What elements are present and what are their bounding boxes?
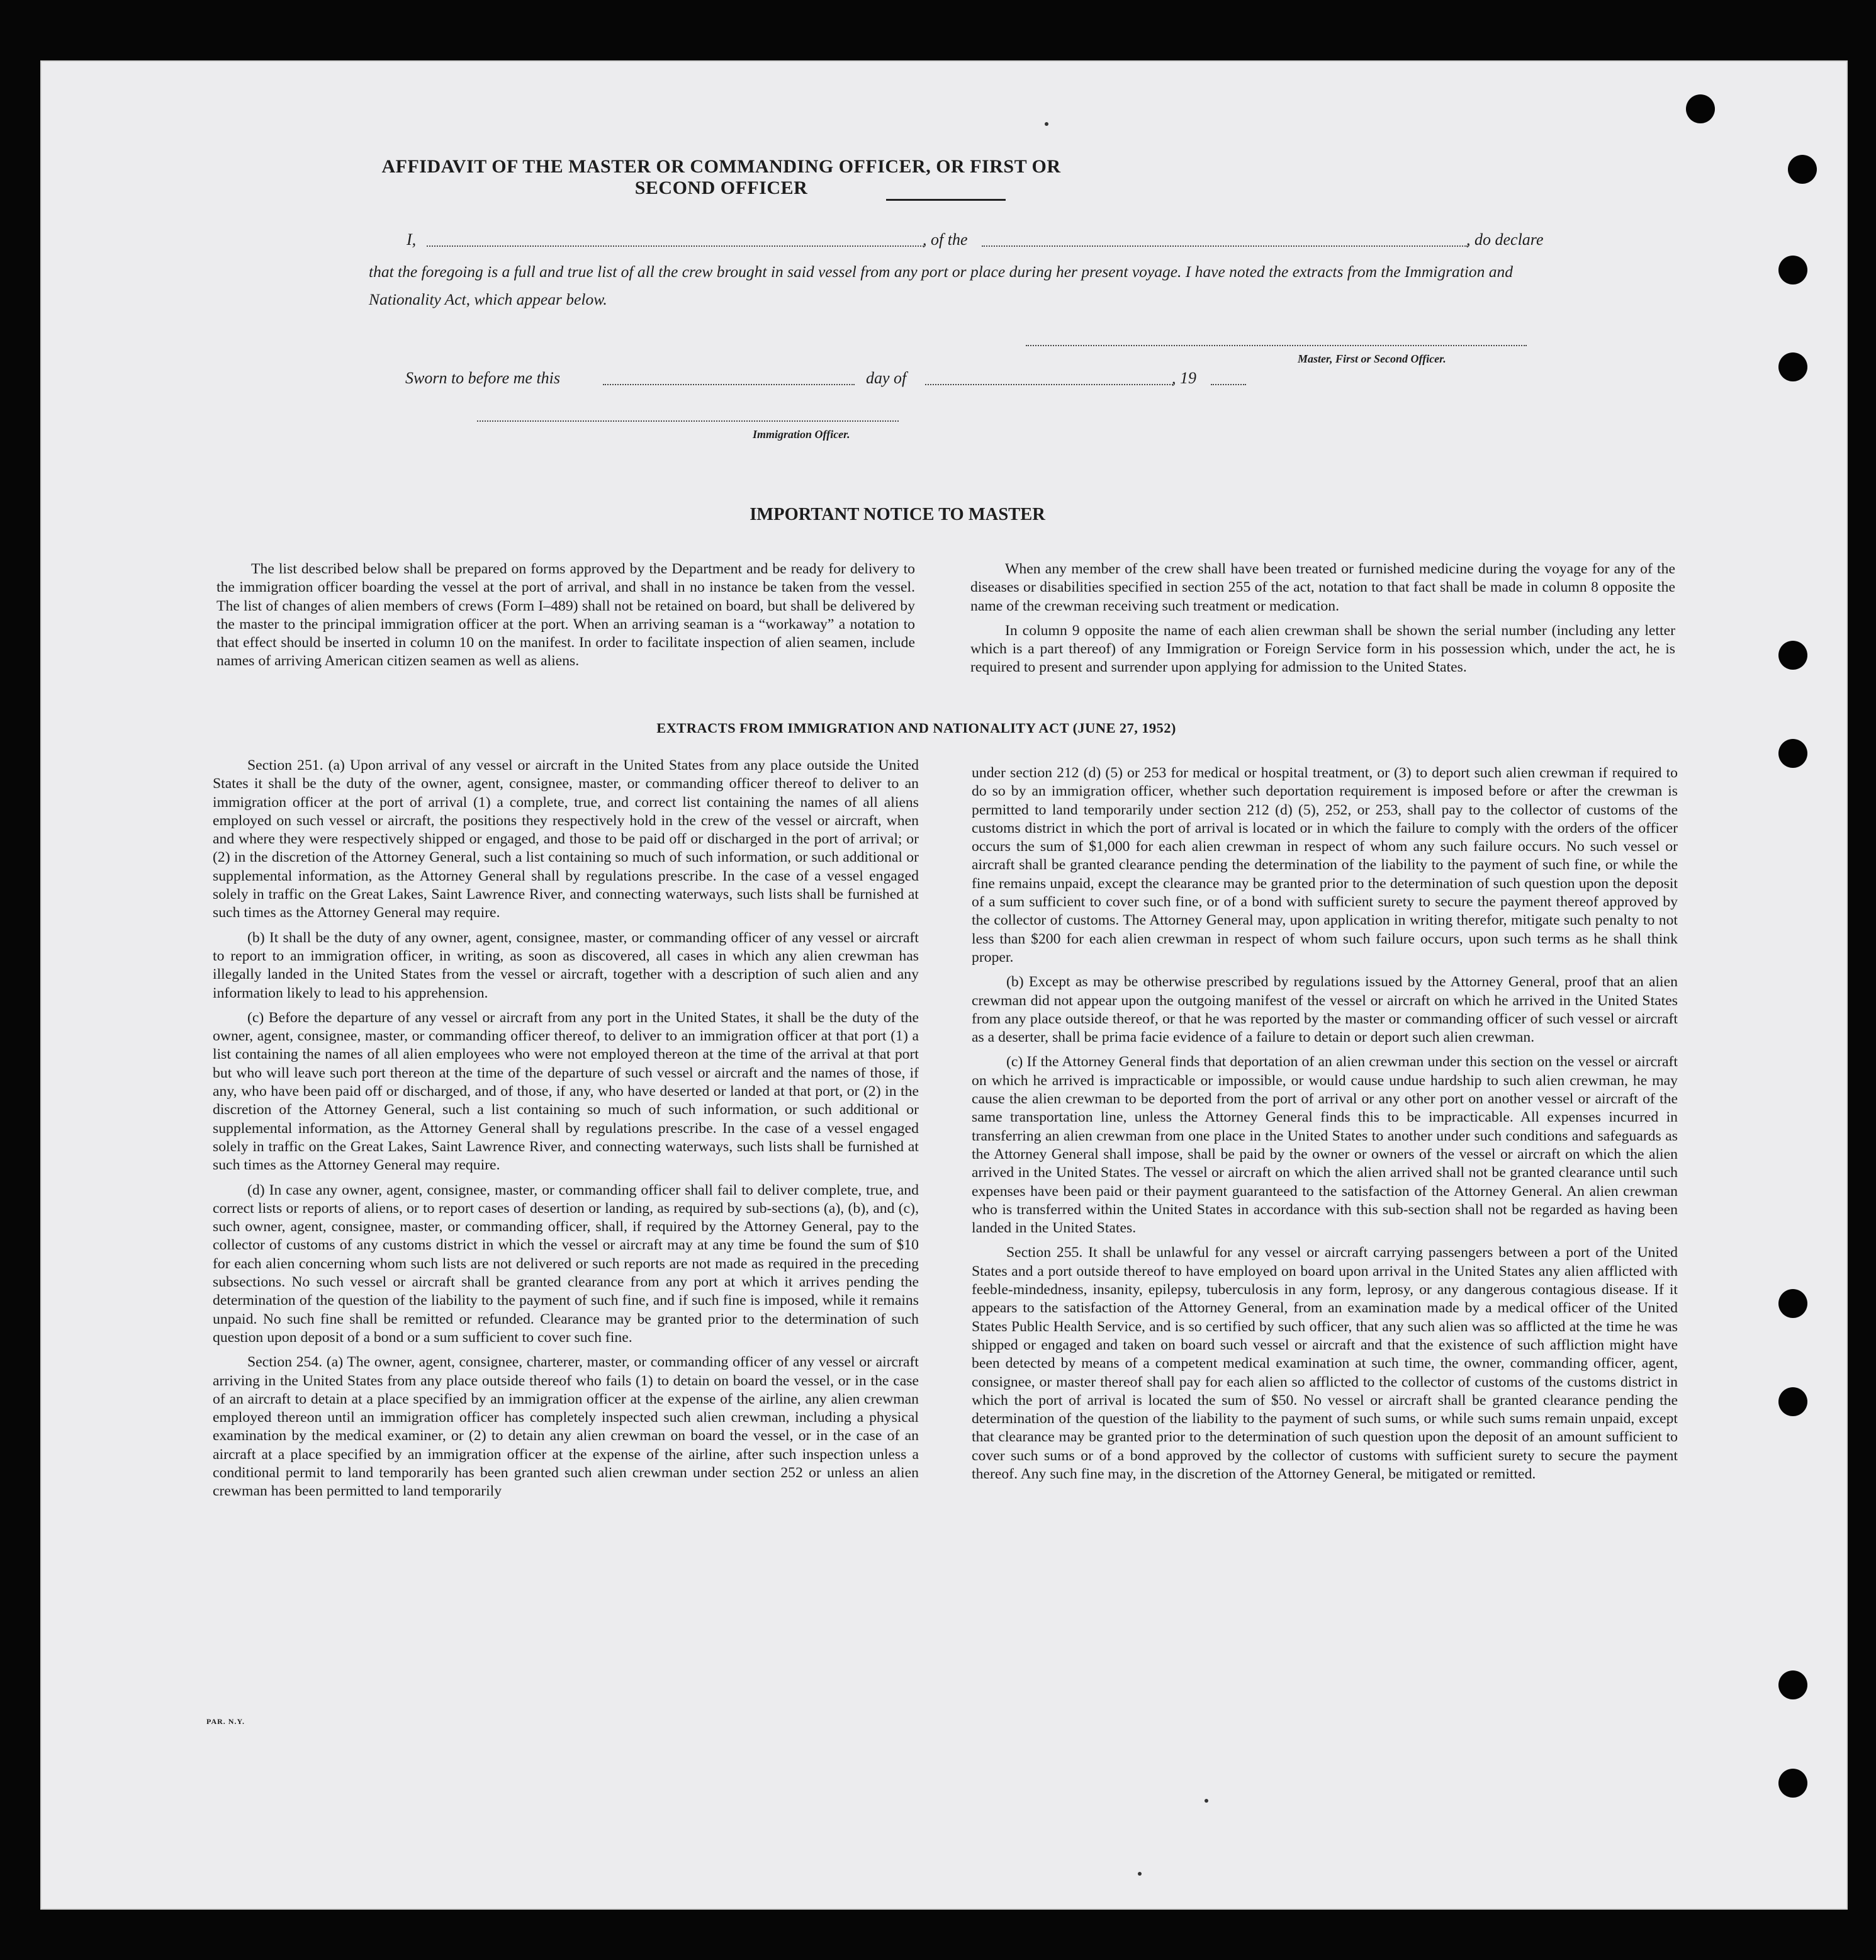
year-label: , 19 bbox=[1172, 369, 1196, 387]
title-divider bbox=[886, 199, 1006, 201]
sworn-year-field[interactable] bbox=[1211, 384, 1246, 385]
vessel-name-field[interactable] bbox=[982, 245, 1468, 247]
extract-paragraph: (b) Except as may be otherwise prescribed by regulations issued by the Attorney General, proof that an alien crewman did not appear upon the outgoing manifest of the vessel or aircraft on which he arrived in the United States from any place outside thereof, or that he was reported by the master or commanding officer of such vessel or aircraft as a deserter, shall be prima facie evidence of a failure to detain or deport such alien crewman. bbox=[972, 974, 1678, 1046]
of-the-label: , of the bbox=[923, 230, 968, 249]
master-signature-caption: Master, First or Second Officer. bbox=[1298, 352, 1446, 365]
sworn-label: Sworn to before me this bbox=[405, 369, 561, 387]
binder-hole bbox=[1778, 1670, 1807, 1699]
declarant-prefix: I, bbox=[407, 230, 417, 249]
specks bbox=[1205, 1799, 1208, 1803]
extract-paragraph: (c) Before the departure of any vessel or aircraft from any port in the United States, it shall be the duty of the owner, agent, consignee, master, or commanding officer thereof, to deliver to an immigration officer at that port (1) a list containing the names of all alien employees who were not employed thereon at the time of the arrival at that port but who will leave such port thereon at the time of the departure of such vessel or aircraft and the names of those, if any, who have been paid off or discharged, and of those, if any, who have deserted or landed at that port, or (2) in the discretion of the Attorney General, such a list containing so much of such information, or such additional or supplemental information, as the Attorney General shall by regulations prescribe. In the case of a vessel engaged solely in traffic on the Great Lakes, Saint Lawrence River, and connecting waterways, such lists shall be furnished at such times as the Attorney General may require. bbox=[213, 1009, 919, 1174]
affidavit-title: AFFIDAVIT OF THE MASTER OR COMMANDING OFFICER, OR FIRST OR SECOND OFFICER bbox=[381, 156, 1061, 198]
extract-paragraph: Section 251. (a) Upon arrival of any vessel or aircraft in the United States from any place outside the United States it shall be the duty of the owner, agent, consignee, master, or commanding officer thereof to deliver to an immigration officer at the port of arrival (1) a complete, true, and correct list containing the names of all aliens employed on such vessel or aircraft, the positions they respectively hold in the crew of the vessel or aircraft, when and where they were respectively shipped or engaged, and those to be paid off or discharged in the port of arrival; or (2) in the discretion of the Attorney General, such a list containing so much of such information, or such additional or supplemental information, as the Attorney General shall by regulations prescribe. In the case of a vessel engaged solely in traffic on the Great Lakes, Saint Lawrence River, and connecting waterways, such lists shall be furnished at such times as the Attorney General may require. bbox=[213, 757, 919, 921]
do-declare-label: , do declare bbox=[1466, 230, 1544, 249]
binder-hole bbox=[1778, 1289, 1807, 1318]
binder-hole bbox=[1778, 256, 1807, 284]
binder-hole bbox=[1778, 739, 1807, 768]
extract-paragraph: under section 212 (d) (5) or 253 for medical or hospital treatment, or (3) to deport such alien crewman if required to do so by an immigration officer, whether such deportation requirement is imposed before or after the crewman is permitted to land temporarily under section 212 (d) (5), 252, or 253, shall pay to the collector of customs of the customs district in which the port of arrival is located or in which the failure to comply with the orders of the officer occurs the sum of $1,000 for each alien crewman in respect of whom any such failure occurs. No such vessel or aircraft shall be granted clearance pending the determination of the liability to the payment of such fine, or while the fine remains unpaid, except the clearance may be granted prior to the determination of such question upon the deposit of a sum sufficient to cover such fine, or of a bond with sufficient surety to secure the payment thereof approved by the collector of customs. The Attorney General may, upon application in writing therefor, mitigate such penalty to not less than $200 for each alien crewman in respect of whom such failure occurs, upon such terms as he shall think proper. bbox=[972, 765, 1678, 966]
binder-hole bbox=[1788, 155, 1817, 184]
form-page bbox=[40, 60, 1848, 1910]
binder-hole bbox=[1778, 1387, 1807, 1416]
sworn-day-field[interactable] bbox=[603, 384, 855, 385]
notice-paragraph: In column 9 opposite the name of each alien crewman shall be shown the serial number (including any letter which is a part thereof) of any Immigration or Foreign Service form in his possession which, under the act, he is required to present and surrender upon applying for admission to the United States. bbox=[970, 622, 1675, 676]
notice-paragraph: The list described below shall be prepared on forms approved by the Department and be ready for delivery to the immigration officer boarding the vessel at the port of arrival, and shall in no instance be taken from the vessel. The list of changes of alien members of crews (Form I–489) shall not be retained on board, but shall be delivered by the master to the principal immigration officer at the port. When an arriving seaman is a “workaway” a notation to that effect should be inserted in column 10 on the manifest. In order to facilitate inspection of alien seamen, include names of arriving American citizen seamen as well as aliens. bbox=[216, 561, 915, 670]
notice-right-column bbox=[970, 560, 1675, 684]
specks bbox=[1045, 122, 1048, 126]
extract-paragraph: (c) If the Attorney General finds that deportation of an alien crewman under this section on the vessel or aircraft on which he arrived is impracticable or impossible, or would cause undue hardship to such alien crewman, he may cause the alien crewman to be deported from the port of arrival or any other port on another vessel or aircraft of the same transportation line, unless the Attorney General finds this to be impracticable. All expenses incurred in transferring an alien crewman from one place in the United States to another under such conditions and safeguards as the Attorney General shall impose, shall be paid by the owner or owners of the vessel or aircraft on which the alien arrived in the United States. The vessel or aircraft on which the alien arrived shall not be granted clearance until such expenses have been paid or their payment guaranteed to the satisfaction of the Attorney General. An alien crewman who is transferred within the United States in accordance with this sub-section shall not be regarded as having been landed in the United States. bbox=[972, 1054, 1678, 1237]
binder-hole bbox=[1778, 352, 1807, 381]
notice-left-column bbox=[216, 560, 915, 677]
master-signature-field[interactable] bbox=[1026, 345, 1527, 346]
declarant-name-field[interactable] bbox=[427, 245, 924, 247]
binder-hole bbox=[1686, 94, 1715, 123]
day-of-label: day of bbox=[866, 369, 907, 387]
extract-paragraph: Section 255. It shall be unlawful for any vessel or aircraft carrying passengers between a port of the United States and a port outside thereof to have employed on board upon arrival in the United States any alien afflicted with feeble-mindedness, insanity, epilepsy, tuberculosis in any form, leprosy, or any dangerous contagious disease. If it appears to the satisfaction of the Attorney General, from an examination made by a medical officer of the United States Public Health Service, and is so certified by such officer, that any such alien was so afflicted at the time he was shipped or engaged and taken on board such vessel or aircraft and that the existence of such affliction might have been detected by means of a competent medical examination at such time, the owner, commanding officer, agent, consignee, or master thereof shall pay for each alien so afflicted to the collector of customs of the customs district in which the port of arrival is located the sum of $50. No vessel or aircraft shall be granted clearance pending the determination of the question of the liability to the payment of such sums, or while such sums remain unpaid, except that clearance may be granted prior to the determination of such question upon the deposit of an amount sufficient to cover such sums or of a bond approved by the collector of customs with sufficient surety to secure the payment thereof. Any such fine may, in the discretion of the Attorney General, be mitigated or remitted. bbox=[972, 1244, 1678, 1482]
declaration-text: that the foregoing is a full and true list of all the crew brought in said vessel from any port or place during her present voyage. I have noted the extracts from the Immigration and Nationality Act, which appear below. bbox=[369, 262, 1514, 308]
immigration-officer-signature-field[interactable] bbox=[477, 420, 899, 422]
binder-hole bbox=[1778, 1769, 1807, 1798]
extract-paragraph: (d) In case any owner, agent, consignee, master, or commanding officer shall fail to deliver complete, true, and correct lists or reports of aliens, or to report cases of desertion or landing, as required by sub-sections (a), (b), and (c), such owner, agent, consignee, master, or commanding officer, shall, if required by the Attorney General, pay to the collector of customs of any customs district in which the vessel or aircraft may at any time be found the sum of $10 for each alien concerning whom such lists are not delivered or such reports are not made as required in the preceding subsections. No such vessel or aircraft shall be granted clearance from any port at which it arrives pending the determination of the question of the liability to the payment of such fine, and if such fine is imposed, while it remains unpaid. No such fine shall be remitted or refunded. Clearance may be granted prior to the determination of such question upon deposit of a bond or a sum sufficient to cover such fine. bbox=[213, 1181, 919, 1346]
extracts-heading: EXTRACTS FROM IMMIGRATION AND NATIONALITY ACT (JUNE 27, 1952) bbox=[656, 720, 1176, 736]
immigration-officer-caption: Immigration Officer. bbox=[753, 428, 850, 441]
extract-paragraph: Section 254. (a) The owner, agent, consignee, charterer, master, or commanding officer of any vessel or aircraft arriving in the United States from any place outside thereof who fails (1) to detain on board the vessel, or in the case of an aircraft to detain at a place specified by an immigration officer at the expense of the airline, any alien crewman employed thereon until an immigration officer has completely inspected such alien crewman, including a physical examination by the medical examiner, or (2) to detain any alien crewman on board the vessel, or in the case of an aircraft at a place specified by an immigration officer at the expense of the airline, after such inspection unless a conditional permit to land temporarily has been granted such alien crewman under section 252 or unless an alien crewman has been permitted to land temporarily bbox=[213, 1354, 919, 1500]
notice-paragraph: When any member of the crew shall have been treated or furnished medicine during the voyage for any of the diseases or disabilities specified in section 255 of the act, notation to that fact shall be made in column 8 opposite the name of the crewman receiving such treatment or medication. bbox=[970, 561, 1675, 614]
sworn-month-field[interactable] bbox=[925, 384, 1173, 385]
printer-mark: PAR. N.Y. bbox=[206, 1717, 245, 1726]
specks bbox=[1138, 1872, 1142, 1876]
extracts-right-column bbox=[972, 764, 1678, 1490]
binder-hole bbox=[1778, 641, 1807, 670]
notice-heading: IMPORTANT NOTICE TO MASTER bbox=[750, 505, 1045, 524]
extract-paragraph: (b) It shall be the duty of any owner, agent, consignee, master, or commanding officer of any vessel or aircraft to report to an immigration officer, in writing, as soon as discovered, all cases in which any alien crewman has illegally landed in the United States from the vessel or aircraft, together with a description of such alien and any information likely to lead to his apprehension. bbox=[213, 929, 919, 1001]
extracts-left-column bbox=[213, 757, 919, 1507]
